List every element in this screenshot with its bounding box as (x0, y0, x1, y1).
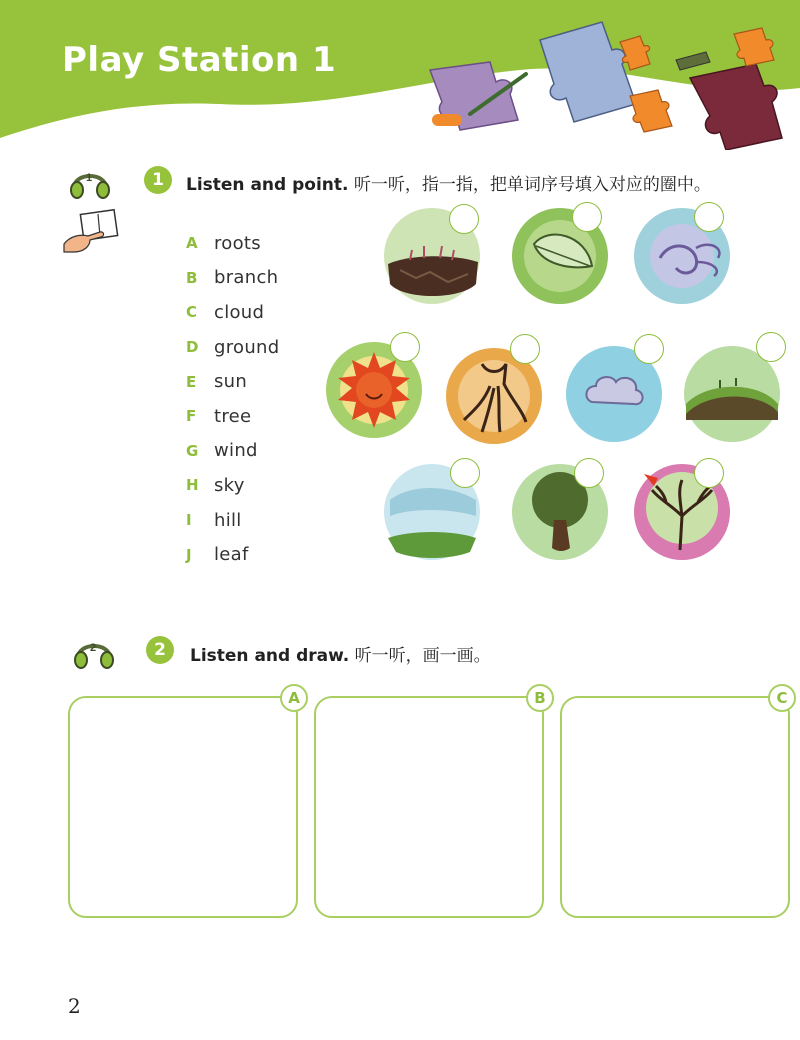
word-letter: B (186, 268, 198, 287)
word-text: hill (214, 509, 242, 531)
instruction-english: Listen and point. (186, 175, 349, 195)
header-band (0, 0, 800, 150)
box-label-c: C (768, 684, 796, 712)
word-text: branch (214, 267, 279, 289)
list-item (186, 295, 280, 330)
pointing-hand-icon (60, 208, 122, 256)
activity-number-badge: 2 (146, 636, 174, 664)
word-list (186, 226, 280, 572)
box-label-b: B (526, 684, 554, 712)
word-text: cloud (214, 301, 265, 323)
headphones-icon[interactable] (68, 164, 112, 200)
activity1-instruction (186, 170, 711, 195)
answer-circle[interactable] (756, 332, 786, 362)
list-item (186, 434, 280, 469)
activity-number-badge: 1 (144, 166, 172, 194)
box-label-a: A (280, 684, 308, 712)
word-text: wind (214, 440, 258, 462)
answer-circle[interactable] (574, 458, 604, 488)
answer-circle[interactable] (694, 458, 724, 488)
drawing-box-c[interactable] (560, 696, 790, 918)
answer-circle[interactable] (634, 334, 664, 364)
activity2-instruction (190, 641, 491, 666)
answer-circle[interactable] (390, 332, 420, 362)
word-letter: F (186, 407, 197, 426)
list-item (186, 261, 280, 296)
word-text: ground (214, 336, 280, 358)
page-number: 2 (68, 994, 81, 1018)
word-text: tree (214, 405, 252, 427)
word-letter: I (186, 511, 192, 530)
answer-circle[interactable] (510, 334, 540, 364)
word-letter: J (186, 545, 192, 564)
drawing-box-a[interactable] (68, 696, 298, 918)
instruction-english: Listen and draw. (190, 646, 350, 666)
answer-circle[interactable] (449, 204, 479, 234)
word-letter: E (186, 372, 197, 391)
word-text: leaf (214, 544, 249, 566)
track-number: 2 (90, 642, 97, 654)
list-item (186, 537, 280, 572)
instruction-chinese: 听一听，画一画。 (354, 646, 491, 666)
page-title: Play Station 1 (62, 40, 337, 80)
word-letter: G (186, 441, 199, 460)
answer-circle[interactable] (572, 202, 602, 232)
headphones-icon[interactable] (72, 634, 116, 670)
word-text: sun (214, 371, 248, 393)
word-letter: C (186, 303, 198, 322)
word-letter: D (186, 338, 199, 357)
list-item (186, 364, 280, 399)
word-letter: A (186, 234, 198, 253)
track-number: 1 (86, 172, 93, 184)
answer-circle[interactable] (450, 458, 480, 488)
word-letter: H (186, 476, 199, 495)
list-item (186, 468, 280, 503)
word-text: sky (214, 474, 245, 496)
list-item (186, 503, 280, 538)
list-item (186, 330, 280, 365)
instruction-chinese: 听一听，指一指，把单词序号填入对应的圈中。 (353, 175, 711, 195)
list-item (186, 226, 280, 261)
answer-circle[interactable] (694, 202, 724, 232)
list-item (186, 399, 280, 434)
drawing-box-b[interactable] (314, 696, 544, 918)
word-text: roots (214, 232, 261, 254)
